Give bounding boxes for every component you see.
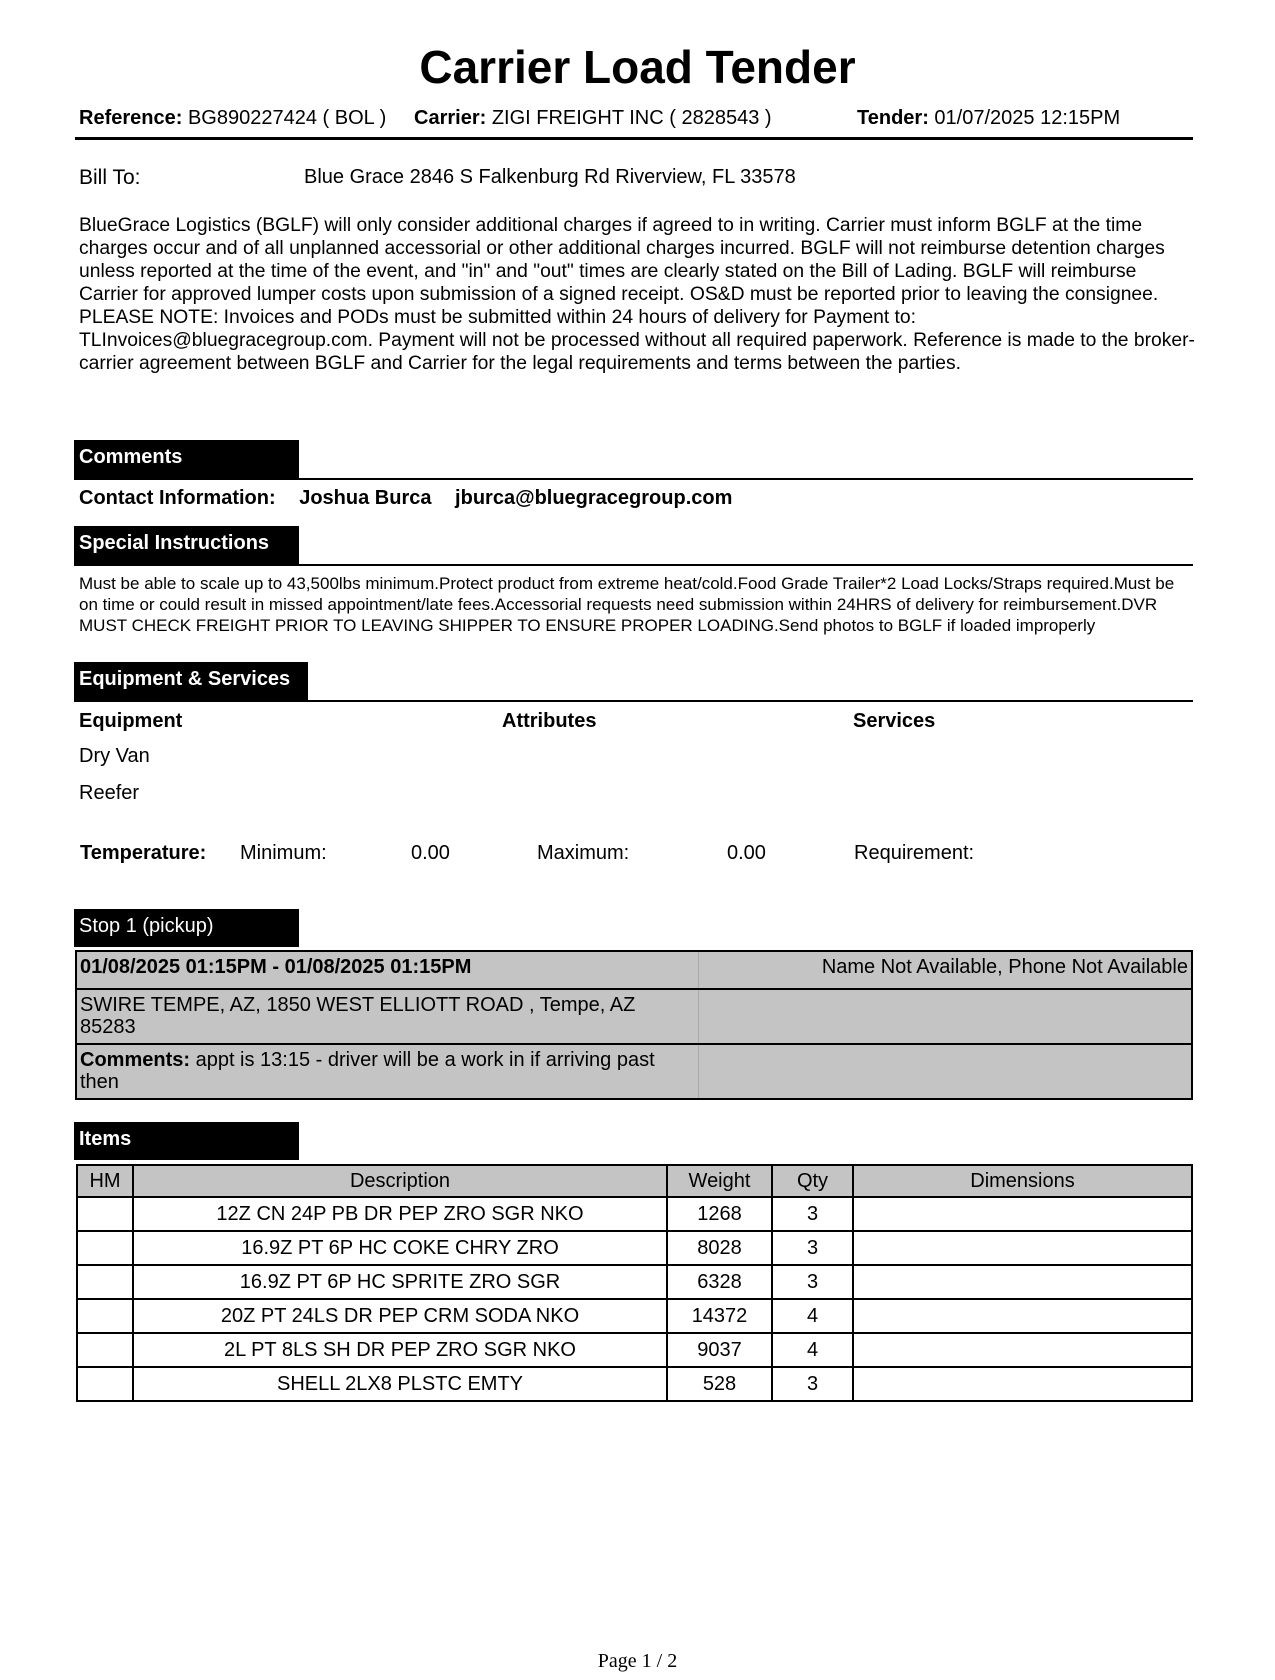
special-instructions-text: Must be able to scale up to 43,500lbs minimum.Protect product from extreme heat/cold.Food Grade Trailer*2 Load Locks/Straps required.Must be on time or could result in missed appointment/late fees.Accessorial requests need submission within 24HRS of delivery for reimbursement.DVR MUST CHECK FREIGHT PRIOR TO LEAVING SHIPPER TO ENSURE PROPER LOADING.Send photos to BGLF if loaded improperly xyxy=(79,574,1175,635)
item-description: 12Z CN 24P PB DR PEP ZRO SGR NKO xyxy=(133,1197,667,1231)
item-weight: 6328 xyxy=(667,1265,772,1299)
description-column-header: Description xyxy=(133,1165,667,1197)
qty-column-header: Qty xyxy=(772,1165,853,1197)
table-row xyxy=(77,1367,1192,1401)
item-description: 16.9Z PT 6P HC COKE CHRY ZRO xyxy=(133,1231,667,1265)
equipment-column-header: Equipment xyxy=(79,710,183,732)
item-dimensions xyxy=(853,1231,1192,1265)
item-weight: 14372 xyxy=(667,1299,772,1333)
carrier-value: ZIGI FREIGHT INC ( 2828543 ) xyxy=(491,107,772,129)
stop-address: SWIRE TEMPE, AZ, 1850 WEST ELLIOTT ROAD , Tempe, AZ 85283 xyxy=(77,990,699,1043)
stop-comments-label: Comments: xyxy=(80,1049,191,1071)
services-column-header: Services xyxy=(853,710,936,732)
equipment-services-divider xyxy=(74,700,1193,702)
tender-field xyxy=(857,106,1120,130)
items-heading: Items xyxy=(74,1122,299,1160)
items-header-row xyxy=(77,1165,1192,1197)
stop-comments-spacer xyxy=(699,1045,1191,1098)
item-qty: 3 xyxy=(772,1367,853,1401)
item-weight: 1268 xyxy=(667,1197,772,1231)
reference-value: BG890227424 ( BOL ) xyxy=(187,107,387,129)
stop-comments-text: appt is 13:15 - driver will be a work in if arriving past then xyxy=(80,1049,655,1093)
temperature-maximum-value: 0.00 xyxy=(727,842,766,864)
item-weight: 8028 xyxy=(667,1231,772,1265)
reference-field xyxy=(79,106,386,130)
page-number: Page 1 / 2 xyxy=(597,1650,678,1672)
carrier-field xyxy=(414,106,772,130)
item-dimensions xyxy=(853,1299,1192,1333)
reference-label: Reference: xyxy=(79,107,183,129)
item-hm xyxy=(77,1231,133,1265)
temperature-label: Temperature: xyxy=(80,842,207,864)
item-qty: 3 xyxy=(772,1265,853,1299)
terms-paragraph: BlueGrace Logistics (BGLF) will only consider additional charges if agreed to in writing. Carrier must inform BGLF at the time charges occur and of all unplanned accessorial or other additional charges incurred. BGLF will not reimburse detention charges unless reported at the time of the event, and "in" and "out" times are clearly stated on the Bill of Lading. BGLF will reimburse Carrier for approved lumper costs upon submission of a signed receipt. OS&D must be reported prior to leaving the consignee. PLEASE NOTE: Invoices and PODs must be submitted within 24 hours of delivery for Payment to: TLInvoices@bluegracegroup.com. Payment will not be processed without all required paperwork. Reference is made to the broker-carrier agreement between BGLF and Carrier for the legal requirements and terms between the parties. xyxy=(79,215,1195,374)
carrier-label: Carrier: xyxy=(414,107,487,129)
stop-heading: Stop 1 (pickup) xyxy=(74,909,299,947)
special-instructions-heading: Special Instructions xyxy=(74,526,299,564)
equipment-services-heading: Equipment & Services xyxy=(74,662,308,700)
stop-address-spacer xyxy=(699,990,1191,1043)
stop-address-row xyxy=(77,990,1191,1045)
item-qty: 3 xyxy=(772,1231,853,1265)
item-qty: 4 xyxy=(772,1333,853,1367)
stop-details xyxy=(75,950,1193,1100)
item-hm xyxy=(77,1265,133,1299)
comments-divider xyxy=(74,478,1193,480)
contact-name: Joshua Burca xyxy=(299,487,432,509)
item-dimensions xyxy=(853,1197,1192,1231)
item-hm xyxy=(77,1333,133,1367)
attributes-column-header: Attributes xyxy=(502,710,597,732)
item-hm xyxy=(77,1197,133,1231)
stop-contact: Name Not Available, Phone Not Available xyxy=(821,956,1188,978)
special-instructions-divider xyxy=(74,564,1193,566)
stop-comments-row xyxy=(77,1045,1191,1098)
item-dimensions xyxy=(853,1367,1192,1401)
hm-column-header: HM xyxy=(77,1165,133,1197)
page-title: Carrier Load Tender xyxy=(419,41,856,93)
stop-datetime: 01/08/2025 01:15PM - 01/08/2025 01:15PM xyxy=(77,952,699,988)
tender-label: Tender: xyxy=(857,107,929,129)
item-description: 16.9Z PT 6P HC SPRITE ZRO SGR xyxy=(133,1265,667,1299)
item-dimensions xyxy=(853,1333,1192,1367)
item-hm xyxy=(77,1367,133,1401)
table-row xyxy=(77,1197,1192,1231)
bill-to-label: Bill To: xyxy=(79,166,141,189)
table-row xyxy=(77,1299,1192,1333)
item-weight: 9037 xyxy=(667,1333,772,1367)
contact-label: Contact Information: xyxy=(79,487,276,509)
stop-comments xyxy=(77,1045,699,1098)
contact-email: jburca@bluegracegroup.com xyxy=(455,487,733,509)
temperature-minimum-value: 0.00 xyxy=(411,842,450,864)
bill-to-value: Blue Grace 2846 S Falkenburg Rd Riverview, FL 33578 xyxy=(304,166,796,188)
table-row xyxy=(77,1265,1192,1299)
tender-value: 01/07/2025 12:15PM xyxy=(934,107,1121,129)
item-hm xyxy=(77,1299,133,1333)
equipment-item: Reefer xyxy=(79,782,140,804)
item-qty: 3 xyxy=(772,1197,853,1231)
item-description: SHELL 2LX8 PLSTC EMTY xyxy=(133,1367,667,1401)
temperature-maximum-label: Maximum: xyxy=(537,842,630,864)
comments-heading: Comments xyxy=(74,440,299,478)
dimensions-column-header: Dimensions xyxy=(853,1165,1192,1197)
temperature-requirement-label: Requirement: xyxy=(854,842,975,864)
table-row xyxy=(77,1231,1192,1265)
contact-information xyxy=(79,487,750,510)
header-divider xyxy=(75,137,1193,140)
weight-column-header: Weight xyxy=(667,1165,772,1197)
item-description: 20Z PT 24LS DR PEP CRM SODA NKO xyxy=(133,1299,667,1333)
temperature-minimum-label: Minimum: xyxy=(240,842,327,864)
item-description: 2L PT 8LS SH DR PEP ZRO SGR NKO xyxy=(133,1333,667,1367)
item-weight: 528 xyxy=(667,1367,772,1401)
stop-datetime-row xyxy=(77,952,1191,990)
item-dimensions xyxy=(853,1265,1192,1299)
table-row xyxy=(77,1333,1192,1367)
items-table xyxy=(76,1164,1193,1402)
equipment-item: Dry Van xyxy=(79,745,150,767)
item-qty: 4 xyxy=(772,1299,853,1333)
